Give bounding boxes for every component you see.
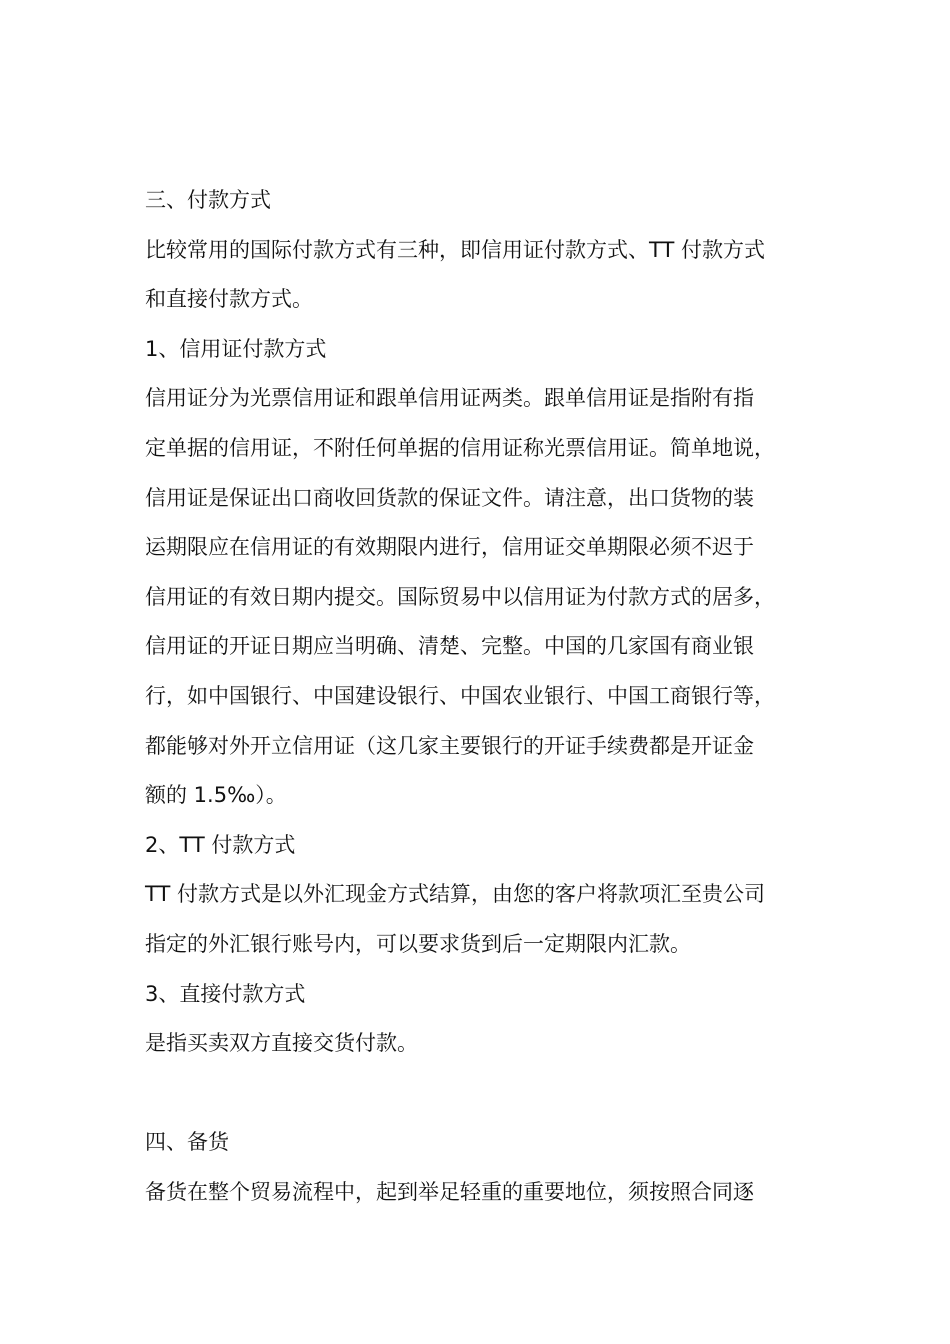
item-1-body-line-1: 信用证分为光票信用证和跟单信用证两类。跟单信用证是指附有指 [145,386,754,411]
item-1-body-line-8: 都能够对外开立信用证（这几家主要银行的开证手续费都是开证金 [145,733,754,758]
item-1-heading: 1、信用证付款方式 [145,336,327,361]
document-body [145,176,825,1217]
item-1-body-line-7: 行，如中国银行、中国建设银行、中国农业银行、中国工商银行等， [145,683,775,708]
item-1-body-line-9: 额的 1.5‰）。 [145,783,287,808]
section-spacer [145,1069,825,1119]
item-2-heading: 2、TT 付款方式 [145,832,296,857]
item-1-body-line-3: 信用证是保证出口商收回货款的保证文件。请注意，出口货物的装 [145,485,754,510]
item-1-body-line-6: 信用证的开证日期应当明确、清楚、完整。中国的几家国有商业银 [145,634,754,659]
item-3-heading: 3、直接付款方式 [145,981,306,1006]
item-1-body-line-2: 定单据的信用证，不附任何单据的信用证称光票信用证。简单地说， [145,435,775,460]
item-2-body-line-2: 指定的外汇银行账号内，可以要求货到后一定期限内汇款。 [145,931,691,956]
section-4-body-line-1: 备货在整个贸易流程中，起到举足轻重的重要地位，须按照合同逐 [145,1179,754,1204]
section-3-intro-line-2: 和直接付款方式。 [145,287,313,312]
section-3-intro-line-1: 比较常用的国际付款方式有三种，即信用证付款方式、TT 付款方式 [145,237,765,262]
item-1-body-line-4: 运期限应在信用证的有效期限内进行，信用证交单期限必须不迟于 [145,535,754,560]
section-4-heading: 四、备货 [145,1130,229,1155]
item-2-body-line-1: TT 付款方式是以外汇现金方式结算，由您的客户将款项汇至贵公司 [145,882,765,907]
section-3-heading: 三、付款方式 [145,188,271,212]
item-1-body-line-5: 信用证的有效日期内提交。国际贸易中以信用证为付款方式的居多， [145,584,775,609]
item-3-body-line-1: 是指买卖双方直接交货付款。 [145,1031,418,1056]
